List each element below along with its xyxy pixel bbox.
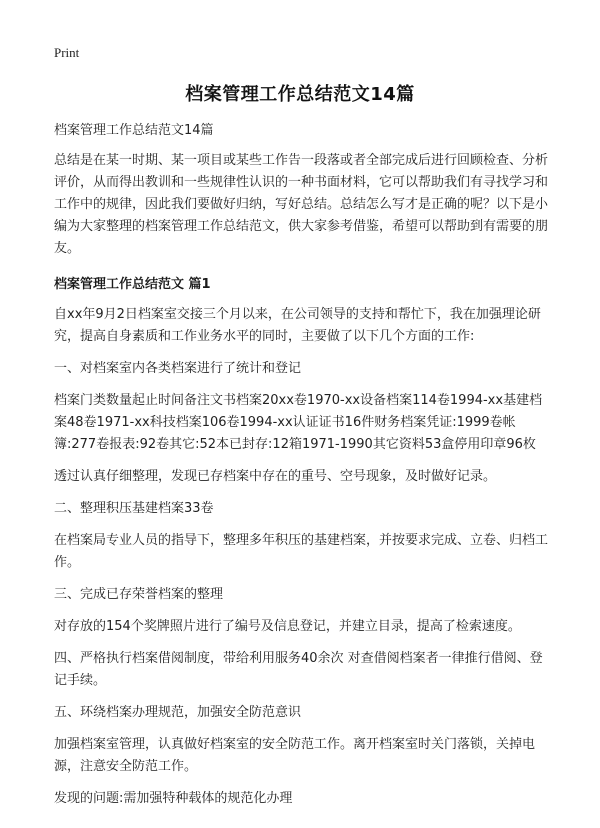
body-paragraph: 档案门类数量起止时间备注文书档案20xx卷1970-xx设备档案114卷1994-xx基建档案48卷1971-xx科技档案106卷1994-xx认证证书16件财务档案凭证:1999卷帐簿:277卷报表:92卷其它:52本已封存:12箱1971-1990其它资料53盒停用印章96枚 [54,393,543,452]
body-paragraph: 发现的问题:需加强特种载体的规范化办理 [54,791,293,806]
item-heading: 五、环绕档案办理规范，加强安全防范意识 [54,705,302,720]
item-heading: 四、严格执行档案借阅制度，带给利用服务40余次 对查借阅档案者一律推行借阅、登记手续。 [54,651,543,688]
document-body [54,120,548,810]
body-paragraph: 加强档案室管理，认真做好档案室的安全防范工作。离开档案室时关门落锁，关掉电源，注意安全防范工作。 [54,737,536,774]
document-subtitle: 档案管理工作总结范文14篇 [54,123,214,138]
body-paragraph: 透过认真仔细整理，发现已存档案中存在的重号、空号现象，及时做好记录。 [54,469,497,484]
item-heading: 三、完成已存荣誉档案的整理 [54,587,224,602]
intro-paragraph: 总结是在某一时期、某一项目或某些工作告一段落或者全部完成后进行回顾检查、分析评价，从而得出教训和一些规律性认识的一种书面材料，它可以帮助我们有寻找学习和工作中的规律，因此我们要做好归纳，写好总结。总结怎么写才是正确的呢？以下是小编为大家整理的档案管理工作总结范文，供大家参考借鉴，希望可以帮助到有需要的朋友。 [54,153,549,256]
body-paragraph: 对存放的154个奖牌照片进行了编号及信息登记，并建立目录，提高了检索速度。 [54,619,521,634]
item-heading: 一、对档案室内各类档案进行了统计和登记 [54,361,302,376]
body-paragraph: 自xx年9月2日档案室交接三个月以来，在公司领导的支持和帮忙下，我在加强理论研究，提高自身素质和工作业务水平的同时，主要做了以下几个方面的工作: [54,307,541,344]
item-heading: 二、整理积压基建档案33卷 [54,501,214,516]
body-paragraph: 在档案局专业人员的指导下，整理多年积压的基建档案，并按要求完成、立卷、归档工作。 [54,533,549,570]
section-heading: 档案管理工作总结范文 篇1 [54,277,211,292]
document-title: 档案管理工作总结范文14篇 [185,84,415,105]
print-link[interactable]: Print [54,45,80,60]
